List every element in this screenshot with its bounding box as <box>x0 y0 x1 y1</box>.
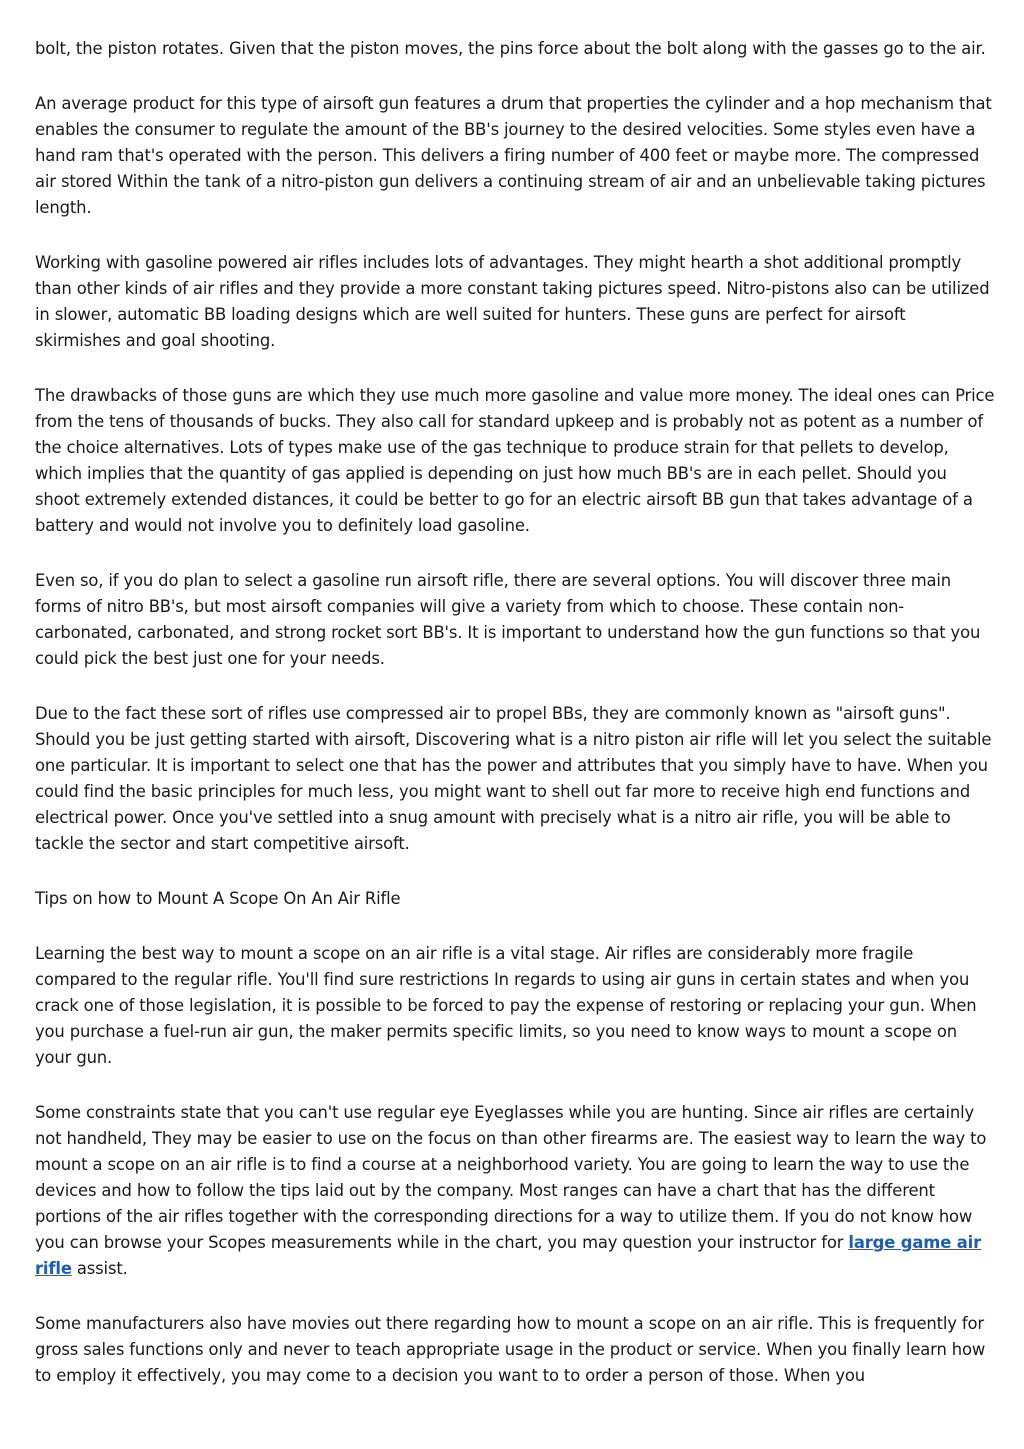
paragraph-6: Due to the fact these sort of rifles use compressed air to propel BBs, they are commonly known as "airsoft guns". Should you be just getting started with airsoft, Discovering what is a nitro piston air rifle will let you select the suitable one particular. It is important to select one that has the power and attributes that you simply have to have. When you could find the basic principles for much less, you might want to shell out far more to receive high end functions and electrical power. Once you've settled into a snug amount with precisely what is a nitro air rifle, you will be able to tackle the sector and start competitive airsoft. <box>35 704 992 853</box>
large-game-air-rifle-link[interactable]: large game air rifle <box>35 1233 982 1278</box>
paragraph-5: Even so, if you do plan to select a gasoline run airsoft rifle, there are several options. You will discover three main forms of nitro BB's, but most airsoft companies will give a variety from which to choose. These contain non-carbonated, carbonated, and strong rocket sort BB's. It is important to understand how the gun functions so that you could pick the best just one for your needs. <box>35 571 981 668</box>
document-body <box>35 36 995 1418</box>
paragraph-9: Some manufacturers also have movies out there regarding how to mount a scope on an air rifle. This is frequently for gross sales functions only and never to teach appropriate usage in the product or service. When you finally learn how to employ it effectively, you may come to a decision you want to to order a person of those. When you <box>35 1314 986 1385</box>
paragraph-8 <box>35 1100 995 1282</box>
paragraph-7: Learning the best way to mount a scope on an air rifle is a vital stage. Air rifles are considerably more fragile compared to the regular rifle. You'll find sure restrictions In regards to using air guns in certain states and when you crack one of those legislation, it is possible to be forced to pay the expense of restoring or replacing your gun. When you purchase a fuel-run air gun, the maker permits specific limits, so you need to know ways to mount a scope on your gun. <box>35 944 977 1067</box>
section-heading: Tips on how to Mount A Scope On An Air Rifle <box>35 889 401 908</box>
paragraph-3: Working with gasoline powered air rifles includes lots of advantages. They might hearth a shot additional promptly than other kinds of air rifles and they provide a more constant taking pictures speed. Nitro-pistons also can be utilized in slower, automatic BB loading designs which are well suited for hunters. These guns are perfect for airsoft skirmishes and goal shooting. <box>35 253 990 350</box>
paragraph-4: The drawbacks of those guns are which they use much more gasoline and value more money. The ideal ones can Price from the tens of thousands of bucks. They also call for standard upkeep and is probably not as potent as a number of the choice alternatives. Lots of types make use of the gas technique to produce strain for that pellets to develop, which implies that the quantity of gas applied is depending on just how much BB's are in each pellet. Should you shoot extremely extended distances, it could be better to go for an electric airsoft BB gun that takes advantage of a battery and would not involve you to definitely load gasoline. <box>35 386 995 535</box>
paragraph-1: bolt, the piston rotates. Given that the piston moves, the pins force about the bolt along with the gasses go to the air. <box>35 39 986 58</box>
paragraph-2: An average product for this type of airsoft gun features a drum that properties the cylinder and a hop mechanism that enables the consumer to regulate the amount of the BB's journey to the desired velocities. Some styles even have a hand ram that's operated with the person. This delivers a firing number of 400 feet or maybe more. The compressed air stored Within the tank of a nitro-piston gun delivers a continuing stream of air and an unbelievable taking pictures length. <box>35 94 992 217</box>
paragraph-8-text-before: Some constraints state that you can't use regular eye Eyeglasses while you are hunting. Since air rifles are certainly not handheld, They may be easier to use on the focus on than other firearms are. The easiest way to learn the way to mount a scope on an air rifle is to find a course at a neighborhood variety. You are going to learn the way to use the devices and how to follow the tips laid out by the company. Most ranges can have a chart that has the different portions of the air rifles together with the corresponding directions for a way to utilize them. If you do not know how you can browse your Scopes measurements while in the chart, you may question your instructor for <box>35 1103 987 1252</box>
paragraph-8-text-after: assist. <box>71 1259 128 1278</box>
